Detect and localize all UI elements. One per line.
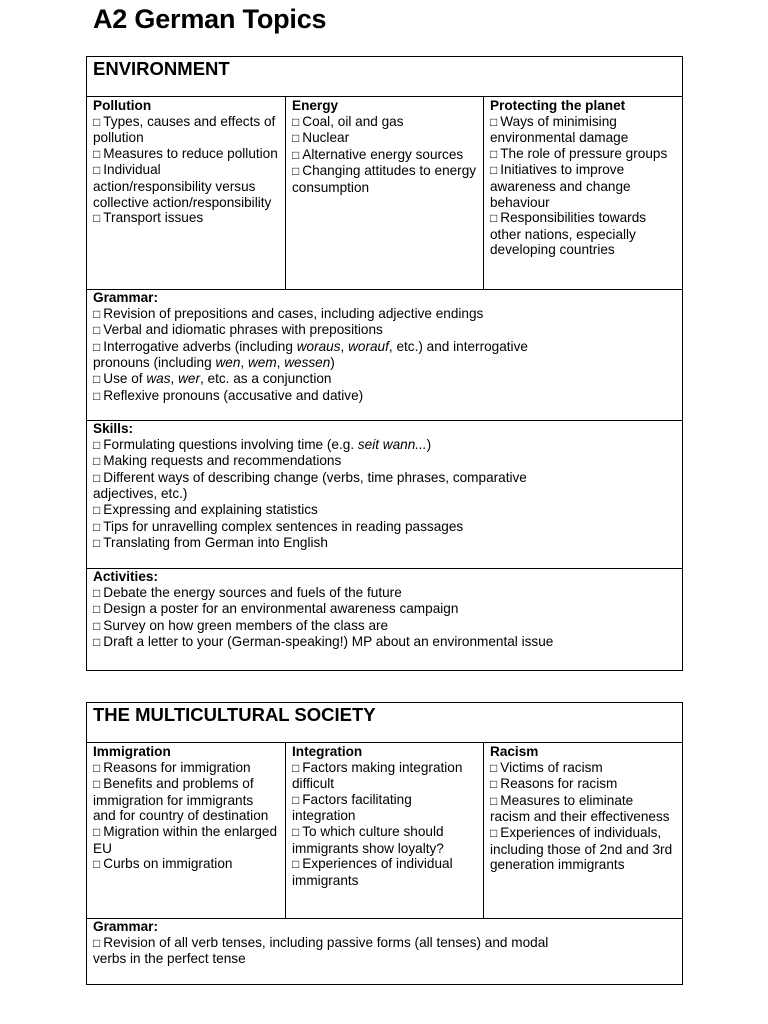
list-item: □ Ways of minimising environmental damage: [490, 113, 629, 146]
topic-column-energy: [286, 97, 484, 290]
checkbox-bullet-icon: □: [93, 519, 101, 534]
grammar-block: [87, 290, 683, 421]
checkbox-bullet-icon: □: [93, 371, 101, 386]
block-title: Grammar:: [93, 290, 158, 305]
checkbox-bullet-icon: □: [93, 585, 101, 600]
list-item: □ Reasons for immigration: [93, 759, 251, 775]
list-item: □ Curbs on immigration: [93, 856, 233, 872]
list-item: □ Survey on how green members of the class are: [93, 617, 389, 633]
checkbox-bullet-icon: □: [93, 437, 101, 452]
column-title: Pollution: [93, 98, 152, 113]
checkbox-bullet-icon: □: [490, 211, 498, 226]
skills-block: [87, 421, 683, 569]
section-heading: THE MULTICULTURAL SOCIETY: [87, 703, 683, 743]
list-item: □ Experiences of individuals, including those of 2nd and 3rd generation immigrants: [490, 824, 673, 873]
checkbox-bullet-icon: □: [93, 502, 101, 517]
checkbox-bullet-icon: □: [292, 760, 300, 775]
column-title: Racism: [490, 744, 539, 759]
checkbox-bullet-icon: □: [292, 792, 300, 807]
checkbox-bullet-icon: □: [490, 114, 498, 129]
checkbox-bullet-icon: □: [93, 618, 101, 633]
checkbox-bullet-icon: □: [93, 760, 101, 775]
list-item: □ Transport issues: [93, 210, 204, 226]
checkbox-bullet-icon: □: [93, 935, 101, 950]
grammar-block: [87, 919, 683, 985]
checkbox-bullet-icon: □: [93, 777, 101, 792]
checkbox-bullet-icon: □: [292, 857, 300, 872]
list-item: □ Use of was, wer, etc. as a conjunction: [93, 370, 332, 386]
topic-column-immigration: [87, 743, 286, 919]
column-title: Immigration: [93, 744, 171, 759]
checkbox-bullet-icon: □: [292, 147, 300, 162]
list-item: □ Tips for unravelling complex sentences in reading passages: [93, 518, 464, 534]
checkbox-bullet-icon: □: [292, 824, 300, 839]
checkbox-bullet-icon: □: [93, 454, 101, 469]
list-item: □ Victims of racism: [490, 759, 603, 775]
list-item: □ Types, causes and effects of pollution: [93, 113, 276, 146]
list-item: □ Reasons for racism: [490, 776, 618, 792]
checkbox-bullet-icon: □: [93, 163, 101, 178]
list-item: □ Formulating questions involving time (e.g. seit wann...): [93, 436, 432, 452]
page-title: A2 German Topics: [93, 4, 327, 34]
list-item: □ Revision of all verb tenses, including passive forms (all tenses) and modal verbs in the perfect tense: [93, 934, 549, 967]
list-item: □ Individual action/responsibility versus collective action/responsibility: [93, 162, 272, 210]
section-heading: ENVIRONMENT: [87, 57, 683, 97]
list-item: □ To which culture should immigrants show loyalty?: [292, 823, 444, 856]
list-item: □ Reflexive pronouns (accusative and dative): [93, 387, 364, 403]
list-item: □ Nuclear: [292, 130, 350, 146]
checkbox-bullet-icon: □: [490, 825, 498, 840]
block-title: Grammar:: [93, 919, 158, 934]
block-title: Activities:: [93, 569, 158, 584]
list-item: □ Debate the energy sources and fuels of the future: [93, 584, 402, 600]
checkbox-bullet-icon: □: [93, 635, 101, 650]
list-item: □ Draft a letter to your (German-speaking!) MP about an environmental issue: [93, 634, 554, 650]
environment-table: [86, 56, 683, 671]
list-item: □ Interrogative adverbs (including woraus, worauf, etc.) and interrogative pronouns (including wen, wem, wessen): [93, 338, 528, 371]
list-item: □ The role of pressure groups: [490, 145, 668, 161]
column-title: Protecting the planet: [490, 98, 626, 113]
checkbox-bullet-icon: □: [93, 306, 101, 321]
list-item: □ Design a poster for an environmental awareness campaign: [93, 601, 459, 617]
list-item: □ Translating from German into English: [93, 535, 328, 551]
list-item: □ Changing attitudes to energy consumption: [292, 163, 477, 195]
list-item: □ Measures to reduce pollution: [93, 145, 278, 161]
list-item: □ Factors facilitating integration: [292, 791, 412, 824]
checkbox-bullet-icon: □: [93, 857, 101, 872]
list-item: □ Making requests and recommendations: [93, 453, 342, 469]
checkbox-bullet-icon: □: [93, 824, 101, 839]
list-item: □ Coal, oil and gas: [292, 113, 404, 129]
checkbox-bullet-icon: □: [93, 339, 101, 354]
list-item: □ Measures to eliminate racism and their effectiveness: [490, 792, 670, 825]
multicultural-society-table: [86, 702, 683, 985]
column-title: Integration: [292, 744, 363, 759]
topic-column-pollution: [87, 97, 286, 290]
activities-block: [87, 569, 683, 671]
list-item: □ Revision of prepositions and cases, including adjective endings: [93, 305, 484, 321]
checkbox-bullet-icon: □: [93, 211, 101, 226]
checkbox-bullet-icon: □: [93, 146, 101, 161]
list-item: □ Different ways of describing change (verbs, time phrases, comparative adjectives, etc.): [93, 469, 527, 502]
column-title: Energy: [292, 98, 339, 113]
checkbox-bullet-icon: □: [490, 777, 498, 792]
list-item: □ Expressing and explaining statistics: [93, 501, 318, 517]
block-title: Skills:: [93, 421, 134, 436]
list-item: □ Initiatives to improve awareness and change behaviour: [490, 162, 631, 210]
checkbox-bullet-icon: □: [93, 388, 101, 403]
checkbox-bullet-icon: □: [490, 146, 498, 161]
checkbox-bullet-icon: □: [292, 164, 300, 179]
list-item: □ Benefits and problems of immigration for immigrants and for country of destination: [93, 776, 269, 824]
checkbox-bullet-icon: □: [93, 536, 101, 551]
topic-column-protecting-the-planet: [484, 97, 683, 290]
list-item: □ Factors making integration difficult: [292, 759, 463, 792]
list-item: □ Verbal and idiomatic phrases with prepositions: [93, 322, 383, 338]
checkbox-bullet-icon: □: [93, 323, 101, 338]
list-item: □ Responsibilities towards other nations, especially developing countries: [490, 210, 647, 258]
checkbox-bullet-icon: □: [292, 114, 300, 129]
list-item: □ Migration within the enlarged EU: [93, 823, 278, 856]
topic-column-integration: [286, 743, 484, 919]
checkbox-bullet-icon: □: [490, 760, 498, 775]
checkbox-bullet-icon: □: [292, 131, 300, 146]
checkbox-bullet-icon: □: [490, 163, 498, 178]
checkbox-bullet-icon: □: [490, 793, 498, 808]
list-item: □ Alternative energy sources: [292, 146, 464, 162]
checkbox-bullet-icon: □: [93, 470, 101, 485]
checkbox-bullet-icon: □: [93, 602, 101, 617]
list-item: □ Experiences of individual immigrants: [292, 856, 453, 888]
topic-column-racism: [484, 743, 683, 919]
checkbox-bullet-icon: □: [93, 114, 101, 129]
